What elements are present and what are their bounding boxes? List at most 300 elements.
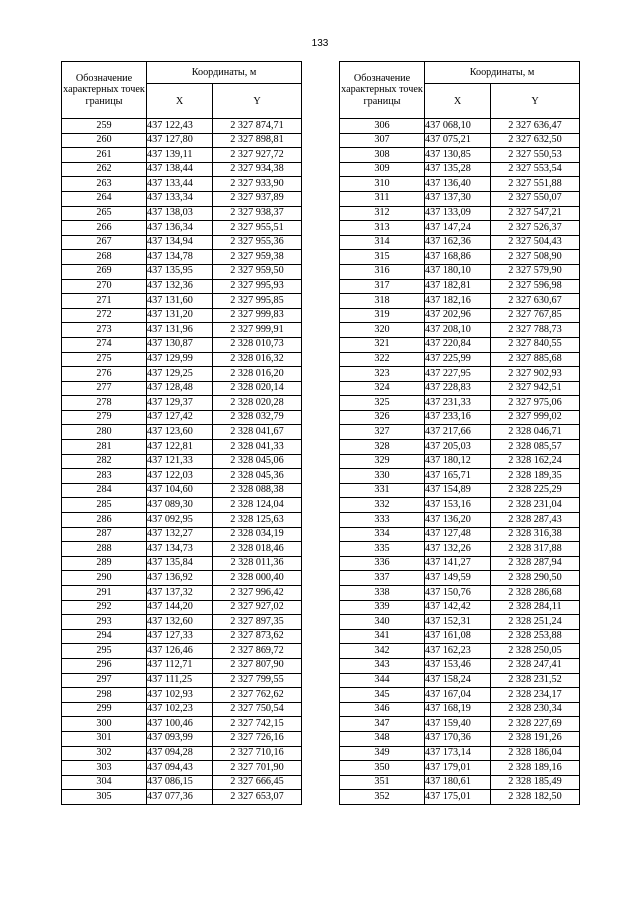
y-coordinate-cell: 2 327 995,93 — [213, 279, 302, 294]
x-coordinate-cell: 437 134,94 — [147, 235, 213, 250]
x-coordinate-cell: 437 126,46 — [147, 644, 213, 659]
point-id-cell: 266 — [62, 221, 147, 236]
y-coordinate-cell: 2 328 250,05 — [491, 644, 580, 659]
table-row — [340, 235, 580, 250]
table-row — [340, 483, 580, 498]
coordinates-header: Координаты, м — [425, 62, 580, 84]
point-id-cell: 264 — [62, 191, 147, 206]
x-coordinate-cell: 437 182,16 — [425, 294, 491, 309]
table-row — [340, 658, 580, 673]
point-id-cell: 272 — [62, 308, 147, 323]
y-coordinate-cell: 2 327 742,15 — [213, 717, 302, 732]
table-row — [62, 513, 302, 528]
x-coordinate-cell: 437 133,34 — [147, 191, 213, 206]
point-id-cell: 267 — [62, 235, 147, 250]
y-coordinate-cell: 2 328 182,50 — [491, 790, 580, 805]
x-coordinate-cell: 437 131,96 — [147, 323, 213, 338]
x-coordinate-cell: 437 225,99 — [425, 352, 491, 367]
point-id-cell: 341 — [340, 629, 425, 644]
x-coordinate-cell: 437 138,44 — [147, 162, 213, 177]
y-coordinate-cell: 2 327 767,85 — [491, 308, 580, 323]
table-row — [62, 323, 302, 338]
y-coordinate-cell: 2 327 999,83 — [213, 308, 302, 323]
point-id-cell: 296 — [62, 658, 147, 673]
y-coordinate-cell: 2 327 710,16 — [213, 746, 302, 761]
point-id-cell: 332 — [340, 498, 425, 513]
point-id-cell: 292 — [62, 600, 147, 615]
x-coordinate-cell: 437 134,78 — [147, 250, 213, 265]
table-row — [340, 367, 580, 382]
y-coordinate-cell: 2 328 286,68 — [491, 586, 580, 601]
x-coordinate-cell: 437 133,09 — [425, 206, 491, 221]
table-row — [340, 294, 580, 309]
y-coordinate-cell: 2 328 041,67 — [213, 425, 302, 440]
x-coordinate-cell: 437 136,34 — [147, 221, 213, 236]
x-coordinate-cell: 437 152,31 — [425, 615, 491, 630]
x-coordinate-cell: 437 132,26 — [425, 542, 491, 557]
y-coordinate-cell: 2 327 807,90 — [213, 658, 302, 673]
table-row — [62, 702, 302, 717]
table-row — [62, 775, 302, 790]
y-coordinate-cell: 2 327 550,07 — [491, 191, 580, 206]
table-row — [340, 688, 580, 703]
y-coordinate-cell: 2 328 000,40 — [213, 571, 302, 586]
y-coordinate-cell: 2 328 231,04 — [491, 498, 580, 513]
y-coordinate-cell: 2 328 162,24 — [491, 454, 580, 469]
y-coordinate-cell: 2 327 701,90 — [213, 761, 302, 776]
table-row — [62, 746, 302, 761]
table-row — [62, 542, 302, 557]
y-coordinate-cell: 2 327 927,02 — [213, 600, 302, 615]
table-row — [340, 513, 580, 528]
x-coordinate-cell: 437 122,03 — [147, 469, 213, 484]
table-row — [340, 119, 580, 134]
y-coordinate-cell: 2 328 124,04 — [213, 498, 302, 513]
x-coordinate-cell: 437 161,08 — [425, 629, 491, 644]
point-id-cell: 329 — [340, 454, 425, 469]
point-id-cell: 342 — [340, 644, 425, 659]
y-coordinate-cell: 2 327 955,36 — [213, 235, 302, 250]
x-coordinate-cell: 437 139,11 — [147, 148, 213, 163]
x-coordinate-cell: 437 123,60 — [147, 425, 213, 440]
point-id-cell: 299 — [62, 702, 147, 717]
point-id-cell: 287 — [62, 527, 147, 542]
table-row — [62, 294, 302, 309]
point-id-cell: 320 — [340, 323, 425, 338]
point-id-cell: 295 — [62, 644, 147, 659]
point-id-cell: 351 — [340, 775, 425, 790]
y-coordinate-cell: 2 327 897,35 — [213, 615, 302, 630]
x-coordinate-cell: 437 135,28 — [425, 162, 491, 177]
table-row — [62, 367, 302, 382]
point-id-cell: 323 — [340, 367, 425, 382]
y-coordinate-cell: 2 327 762,62 — [213, 688, 302, 703]
table-row — [340, 264, 580, 279]
x-coordinate-cell: 437 208,10 — [425, 323, 491, 338]
x-coordinate-cell: 437 100,46 — [147, 717, 213, 732]
table-row — [340, 454, 580, 469]
table-row — [340, 644, 580, 659]
point-id-cell: 324 — [340, 381, 425, 396]
x-coordinate-cell: 437 137,30 — [425, 191, 491, 206]
x-coordinate-cell: 437 153,46 — [425, 658, 491, 673]
point-id-cell: 274 — [62, 337, 147, 352]
x-coordinate-cell: 437 131,60 — [147, 294, 213, 309]
x-coordinate-cell: 437 094,43 — [147, 761, 213, 776]
table-row — [62, 790, 302, 805]
y-coordinate-cell: 2 328 020,28 — [213, 396, 302, 411]
table-row — [62, 454, 302, 469]
x-coordinate-cell: 437 102,93 — [147, 688, 213, 703]
y-coordinate-cell: 2 328 185,49 — [491, 775, 580, 790]
y-coordinate-cell: 2 328 016,32 — [213, 352, 302, 367]
table-row — [62, 235, 302, 250]
point-id-cell: 275 — [62, 352, 147, 367]
coordinates-table-left — [61, 61, 302, 805]
point-id-cell: 347 — [340, 717, 425, 732]
x-coordinate-cell: 437 122,43 — [147, 119, 213, 134]
y-coordinate-cell: 2 327 927,72 — [213, 148, 302, 163]
x-coordinate-cell: 437 127,80 — [147, 133, 213, 148]
y-coordinate-cell: 2 328 186,04 — [491, 746, 580, 761]
y-coordinate-cell: 2 327 508,90 — [491, 250, 580, 265]
table-row — [62, 527, 302, 542]
point-id-cell: 281 — [62, 440, 147, 455]
point-id-cell: 344 — [340, 673, 425, 688]
point-id-cell: 278 — [62, 396, 147, 411]
point-id-cell: 350 — [340, 761, 425, 776]
y-coordinate-cell: 2 327 873,62 — [213, 629, 302, 644]
point-id-cell: 286 — [62, 513, 147, 528]
y-coordinate-cell: 2 327 547,21 — [491, 206, 580, 221]
table-row — [340, 206, 580, 221]
table-row — [340, 381, 580, 396]
y-coordinate-cell: 2 327 750,54 — [213, 702, 302, 717]
y-coordinate-cell: 2 327 934,38 — [213, 162, 302, 177]
point-id-cell: 276 — [62, 367, 147, 382]
table-row — [62, 177, 302, 192]
point-id-cell: 301 — [62, 731, 147, 746]
table-row — [340, 571, 580, 586]
y-coordinate-cell: 2 328 034,19 — [213, 527, 302, 542]
y-coordinate-cell: 2 327 975,06 — [491, 396, 580, 411]
point-id-cell: 279 — [62, 410, 147, 425]
y-coordinate-cell: 2 327 937,89 — [213, 191, 302, 206]
y-coordinate-cell: 2 328 016,20 — [213, 367, 302, 382]
x-coordinate-cell: 437 202,96 — [425, 308, 491, 323]
x-coordinate-cell: 437 111,25 — [147, 673, 213, 688]
y-coordinate-cell: 2 328 251,24 — [491, 615, 580, 630]
y-coordinate-cell: 2 328 046,71 — [491, 425, 580, 440]
y-coordinate-cell: 2 327 869,72 — [213, 644, 302, 659]
y-coordinate-cell: 2 327 551,88 — [491, 177, 580, 192]
table-row — [62, 600, 302, 615]
y-coordinate-cell: 2 327 526,37 — [491, 221, 580, 236]
point-id-cell: 318 — [340, 294, 425, 309]
x-coordinate-cell: 437 175,01 — [425, 790, 491, 805]
table-row — [340, 177, 580, 192]
point-id-cell: 262 — [62, 162, 147, 177]
point-id-cell: 273 — [62, 323, 147, 338]
x-coordinate-cell: 437 132,27 — [147, 527, 213, 542]
point-id-cell: 340 — [340, 615, 425, 630]
y-coordinate-cell: 2 327 959,38 — [213, 250, 302, 265]
table-row — [340, 440, 580, 455]
y-coordinate-cell: 2 328 041,33 — [213, 440, 302, 455]
point-id-cell: 260 — [62, 133, 147, 148]
y-coordinate-cell: 2 328 020,14 — [213, 381, 302, 396]
point-id-cell: 284 — [62, 483, 147, 498]
y-coordinate-cell: 2 328 011,36 — [213, 556, 302, 571]
x-coordinate-cell: 437 150,76 — [425, 586, 491, 601]
y-coordinate-cell: 2 328 287,43 — [491, 513, 580, 528]
x-coordinate-cell: 437 130,85 — [425, 148, 491, 163]
table-row — [62, 469, 302, 484]
x-coordinate-cell: 437 147,24 — [425, 221, 491, 236]
x-coordinate-cell: 437 127,42 — [147, 410, 213, 425]
point-id-cell: 283 — [62, 469, 147, 484]
y-coordinate-cell: 2 327 840,55 — [491, 337, 580, 352]
point-id-cell: 312 — [340, 206, 425, 221]
y-coordinate-cell: 2 327 579,90 — [491, 264, 580, 279]
point-id-cell: 291 — [62, 586, 147, 601]
coordinates-header: Координаты, м — [147, 62, 302, 84]
point-id-cell: 311 — [340, 191, 425, 206]
x-coordinate-cell: 437 130,87 — [147, 337, 213, 352]
table-row — [340, 629, 580, 644]
point-id-cell: 280 — [62, 425, 147, 440]
y-coordinate-cell: 2 328 032,79 — [213, 410, 302, 425]
x-coordinate-cell: 437 231,33 — [425, 396, 491, 411]
point-id-cell: 330 — [340, 469, 425, 484]
x-coordinate-cell: 437 228,83 — [425, 381, 491, 396]
x-column-header: X — [147, 84, 213, 119]
point-id-cell: 328 — [340, 440, 425, 455]
point-id-cell: 334 — [340, 527, 425, 542]
y-coordinate-cell: 2 328 125,63 — [213, 513, 302, 528]
x-coordinate-cell: 437 170,36 — [425, 731, 491, 746]
point-column-header: Обозначение характерных точек границы — [340, 62, 425, 119]
table-row — [62, 717, 302, 732]
y-coordinate-cell: 2 327 550,53 — [491, 148, 580, 163]
table-row — [340, 250, 580, 265]
y-coordinate-cell: 2 328 010,73 — [213, 337, 302, 352]
y-coordinate-cell: 2 328 045,06 — [213, 454, 302, 469]
table-row — [62, 586, 302, 601]
table-row — [62, 673, 302, 688]
point-id-cell: 304 — [62, 775, 147, 790]
table-row — [340, 162, 580, 177]
x-coordinate-cell: 437 135,95 — [147, 264, 213, 279]
point-id-cell: 313 — [340, 221, 425, 236]
x-coordinate-cell: 437 127,48 — [425, 527, 491, 542]
table-row — [62, 761, 302, 776]
x-coordinate-cell: 437 086,15 — [147, 775, 213, 790]
point-id-cell: 335 — [340, 542, 425, 557]
table-row — [62, 498, 302, 513]
x-coordinate-cell: 437 132,60 — [147, 615, 213, 630]
point-id-cell: 298 — [62, 688, 147, 703]
table-row — [340, 498, 580, 513]
x-coordinate-cell: 437 162,36 — [425, 235, 491, 250]
table-row — [62, 571, 302, 586]
x-coordinate-cell: 437 149,59 — [425, 571, 491, 586]
table-row — [62, 410, 302, 425]
y-column-header: Y — [491, 84, 580, 119]
table-row — [62, 133, 302, 148]
table-row — [62, 308, 302, 323]
y-coordinate-cell: 2 327 636,47 — [491, 119, 580, 134]
y-coordinate-cell: 2 327 955,51 — [213, 221, 302, 236]
x-coordinate-cell: 437 165,71 — [425, 469, 491, 484]
x-coordinate-cell: 437 179,01 — [425, 761, 491, 776]
y-coordinate-cell: 2 328 045,36 — [213, 469, 302, 484]
x-coordinate-cell: 437 136,92 — [147, 571, 213, 586]
y-coordinate-cell: 2 328 247,41 — [491, 658, 580, 673]
table-row — [340, 775, 580, 790]
y-coordinate-cell: 2 327 666,45 — [213, 775, 302, 790]
x-coordinate-cell: 437 173,14 — [425, 746, 491, 761]
point-id-cell: 348 — [340, 731, 425, 746]
y-coordinate-cell: 2 328 085,57 — [491, 440, 580, 455]
x-coordinate-cell: 437 131,20 — [147, 308, 213, 323]
table-row — [340, 148, 580, 163]
y-coordinate-cell: 2 328 227,69 — [491, 717, 580, 732]
point-id-cell: 321 — [340, 337, 425, 352]
x-coordinate-cell: 437 129,25 — [147, 367, 213, 382]
point-id-cell: 325 — [340, 396, 425, 411]
x-coordinate-cell: 437 129,37 — [147, 396, 213, 411]
y-coordinate-cell: 2 328 234,17 — [491, 688, 580, 703]
point-id-cell: 314 — [340, 235, 425, 250]
y-coordinate-cell: 2 327 996,42 — [213, 586, 302, 601]
point-id-cell: 308 — [340, 148, 425, 163]
table-row — [340, 469, 580, 484]
y-coordinate-cell: 2 327 788,73 — [491, 323, 580, 338]
point-id-cell: 338 — [340, 586, 425, 601]
y-coordinate-cell: 2 328 189,16 — [491, 761, 580, 776]
y-coordinate-cell: 2 328 284,11 — [491, 600, 580, 615]
point-id-cell: 339 — [340, 600, 425, 615]
x-coordinate-cell: 437 158,24 — [425, 673, 491, 688]
table-row — [62, 425, 302, 440]
point-id-cell: 309 — [340, 162, 425, 177]
y-coordinate-cell: 2 327 999,91 — [213, 323, 302, 338]
x-coordinate-cell: 437 168,19 — [425, 702, 491, 717]
y-coordinate-cell: 2 328 287,94 — [491, 556, 580, 571]
y-coordinate-cell: 2 327 999,02 — [491, 410, 580, 425]
table-row — [62, 688, 302, 703]
table-row — [62, 396, 302, 411]
y-coordinate-cell: 2 327 726,16 — [213, 731, 302, 746]
point-id-cell: 303 — [62, 761, 147, 776]
y-coordinate-cell: 2 328 231,52 — [491, 673, 580, 688]
table-row — [62, 337, 302, 352]
point-id-cell: 345 — [340, 688, 425, 703]
y-coordinate-cell: 2 328 230,34 — [491, 702, 580, 717]
y-coordinate-cell: 2 327 885,68 — [491, 352, 580, 367]
point-id-cell: 333 — [340, 513, 425, 528]
table-row — [340, 600, 580, 615]
table-row — [62, 206, 302, 221]
table-row — [340, 308, 580, 323]
table-row — [340, 133, 580, 148]
table-row — [340, 337, 580, 352]
table-row — [340, 746, 580, 761]
x-coordinate-cell: 437 233,16 — [425, 410, 491, 425]
y-coordinate-cell: 2 327 596,98 — [491, 279, 580, 294]
x-coordinate-cell: 437 129,99 — [147, 352, 213, 367]
y-coordinate-cell: 2 327 902,93 — [491, 367, 580, 382]
y-coordinate-cell: 2 327 874,71 — [213, 119, 302, 134]
table-row — [340, 191, 580, 206]
table-row — [340, 761, 580, 776]
table-row — [62, 148, 302, 163]
x-coordinate-cell: 437 227,95 — [425, 367, 491, 382]
table-row — [62, 250, 302, 265]
point-id-cell: 337 — [340, 571, 425, 586]
table-row — [340, 542, 580, 557]
table-row — [340, 352, 580, 367]
table-row — [62, 629, 302, 644]
point-id-cell: 319 — [340, 308, 425, 323]
point-id-cell: 307 — [340, 133, 425, 148]
x-coordinate-cell: 437 137,32 — [147, 586, 213, 601]
x-coordinate-cell: 437 093,99 — [147, 731, 213, 746]
y-coordinate-cell: 2 327 898,81 — [213, 133, 302, 148]
x-coordinate-cell: 437 141,27 — [425, 556, 491, 571]
x-coordinate-cell: 437 133,44 — [147, 177, 213, 192]
point-id-cell: 297 — [62, 673, 147, 688]
table-row — [340, 221, 580, 236]
x-coordinate-cell: 437 138,03 — [147, 206, 213, 221]
x-coordinate-cell: 437 168,86 — [425, 250, 491, 265]
table-row — [340, 790, 580, 805]
x-coordinate-cell: 437 182,81 — [425, 279, 491, 294]
table-row — [340, 702, 580, 717]
y-coordinate-cell: 2 328 088,38 — [213, 483, 302, 498]
x-coordinate-cell: 437 159,40 — [425, 717, 491, 732]
point-id-cell: 346 — [340, 702, 425, 717]
point-id-cell: 349 — [340, 746, 425, 761]
y-coordinate-cell: 2 327 938,37 — [213, 206, 302, 221]
point-id-cell: 271 — [62, 294, 147, 309]
x-coordinate-cell: 437 180,12 — [425, 454, 491, 469]
x-column-header: X — [425, 84, 491, 119]
point-id-cell: 310 — [340, 177, 425, 192]
y-coordinate-cell: 2 328 316,38 — [491, 527, 580, 542]
table-row — [62, 381, 302, 396]
x-coordinate-cell: 437 167,04 — [425, 688, 491, 703]
point-id-cell: 293 — [62, 615, 147, 630]
point-id-cell: 317 — [340, 279, 425, 294]
table-row — [62, 264, 302, 279]
x-coordinate-cell: 437 180,61 — [425, 775, 491, 790]
y-coordinate-cell: 2 328 253,88 — [491, 629, 580, 644]
x-coordinate-cell: 437 104,60 — [147, 483, 213, 498]
x-coordinate-cell: 437 077,36 — [147, 790, 213, 805]
x-coordinate-cell: 437 162,23 — [425, 644, 491, 659]
table-row — [340, 615, 580, 630]
point-id-cell: 315 — [340, 250, 425, 265]
table-row — [62, 658, 302, 673]
point-id-cell: 322 — [340, 352, 425, 367]
table-row — [62, 731, 302, 746]
y-coordinate-cell: 2 328 189,35 — [491, 469, 580, 484]
point-id-cell: 288 — [62, 542, 147, 557]
y-coordinate-cell: 2 327 630,67 — [491, 294, 580, 309]
table-row — [62, 644, 302, 659]
